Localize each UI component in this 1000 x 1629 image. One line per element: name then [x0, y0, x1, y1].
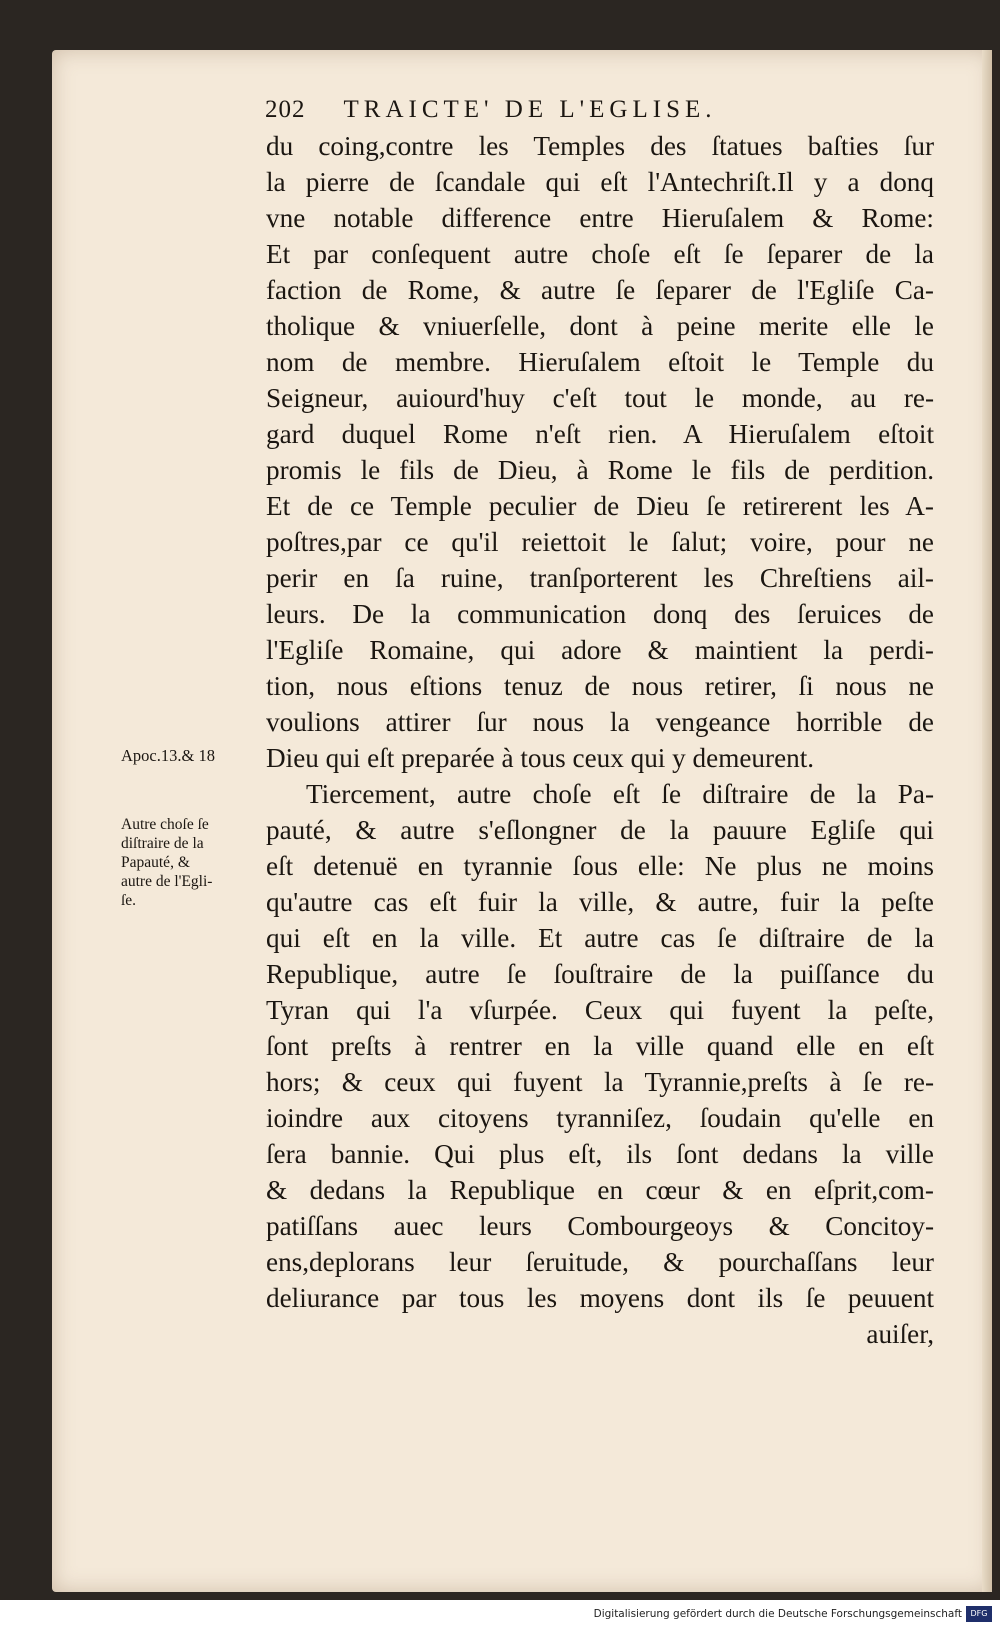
text-line: Dieu qui eſt preparée à tous ceux qui y demeurent. [266, 743, 815, 773]
text-line: promis le fils de Dieu, à Rome le fils de perdition. [266, 455, 934, 485]
page-number: 202 [265, 96, 306, 123]
body-text [266, 128, 934, 1352]
text-line: deliurance par tous les moyens dont ils ſe peuuent [266, 1283, 934, 1313]
running-title: TRAICTE' DE L'EGLISE. [343, 96, 717, 123]
text-line: faction de Rome, & autre ſe ſeparer de l'Egliſe Ca- [266, 275, 934, 305]
margin-note-papaute [121, 815, 212, 910]
text-line: gard duquel Rome n'eſt rien. A Hieruſalem eſtoit [266, 419, 934, 449]
margin-note-line: Autre choſe ſe [121, 816, 209, 833]
catchword: auiſer, [866, 1319, 934, 1349]
margin-note-line: ſe. [121, 892, 137, 909]
footer-credit: Digitalisierung gefördert durch die Deutsche Forschungsgemeinschaft [593, 1608, 962, 1620]
margin-note-apoc: Apoc.13.& 18 [121, 746, 215, 765]
text-line: ſera bannie. Qui plus eſt, ils ſont dedans la ville [266, 1139, 934, 1169]
margin-note-line: diſtraire de la [121, 835, 204, 852]
footer-bar [0, 1600, 1000, 1629]
text-line: patiſſans auec leurs Combourgeoys & Concitoy- [266, 1211, 934, 1241]
text-line: tholique & vniuerſelle, dont à peine merite elle le [266, 311, 934, 341]
text-line: la pierre de ſcandale qui eſt l'Antechriſt.Il y a donq [266, 167, 934, 197]
text-line: hors; & ceux qui fuyent la Tyrannie,preſts à ſe re- [266, 1067, 934, 1097]
text-line: Tyran qui l'a vſurpée. Ceux qui fuyent la peſte, [266, 995, 934, 1025]
text-line: voulions attirer ſur nous la vengeance horrible de [266, 707, 934, 737]
text-line: Seigneur, auiourd'huy c'eſt tout le monde, au re- [266, 383, 934, 413]
text-line: vne notable difference entre Hieruſalem & Rome: [266, 203, 934, 233]
text-line: qui eſt en la ville. Et autre cas ſe diſtraire de la [266, 923, 934, 953]
margin-note-line: autre de l'Egli- [121, 873, 213, 890]
text-line: Et de ce Temple peculier de Dieu ſe retirerent les A- [266, 491, 934, 521]
page-header [265, 96, 790, 132]
text-line: tion, nous eſtions tenuz de nous retirer, ſi nous ne [266, 671, 934, 701]
dfg-logo-icon: DFG [966, 1606, 992, 1622]
text-line: nom de membre. Hieruſalem eſtoit le Temple du [266, 347, 934, 377]
text-line: Republique, autre ſe ſouſtraire de la puiſſance du [266, 959, 934, 989]
text-line: eſt detenuë en tyrannie ſous elle: Ne plus ne moins [266, 851, 934, 881]
text-line: pauté, & autre s'eſlongner de la pauure Egliſe qui [266, 815, 934, 845]
text-line: & dedans la Republique en cœur & en eſprit,com- [266, 1175, 934, 1205]
page-edge [982, 50, 992, 1592]
text-line: ens,deplorans leur ſeruitude, & pourchaſſans leur [266, 1247, 934, 1277]
text-line: qu'autre cas eſt fuir la ville, & autre, fuir la peſte [266, 887, 934, 917]
text-line: poſtres,par ce qu'il reiettoit le ſalut; voire, pour ne [266, 527, 934, 557]
text-line: ſont preſts à rentrer en la ville quand elle en eſt [266, 1031, 934, 1061]
text-line: perir en ſa ruine, tranſporterent les Chreſtiens ail- [266, 563, 934, 593]
text-line: leurs. De la communication donq des ſeruices de [266, 599, 934, 629]
text-line: du coing,contre les Temples des ſtatues baſties ſur [266, 131, 934, 161]
text-line: Tiercement, autre choſe eſt ſe diſtraire de la Pa- [306, 779, 934, 809]
margin-note-line: Papauté, & [121, 854, 190, 871]
text-line: Et par conſequent autre choſe eſt ſe ſeparer de la [266, 239, 934, 269]
text-line: ioindre aux citoyens tyranniſez, ſoudain qu'elle en [266, 1103, 934, 1133]
text-line: l'Egliſe Romaine, qui adore & maintient la perdi- [266, 635, 934, 665]
